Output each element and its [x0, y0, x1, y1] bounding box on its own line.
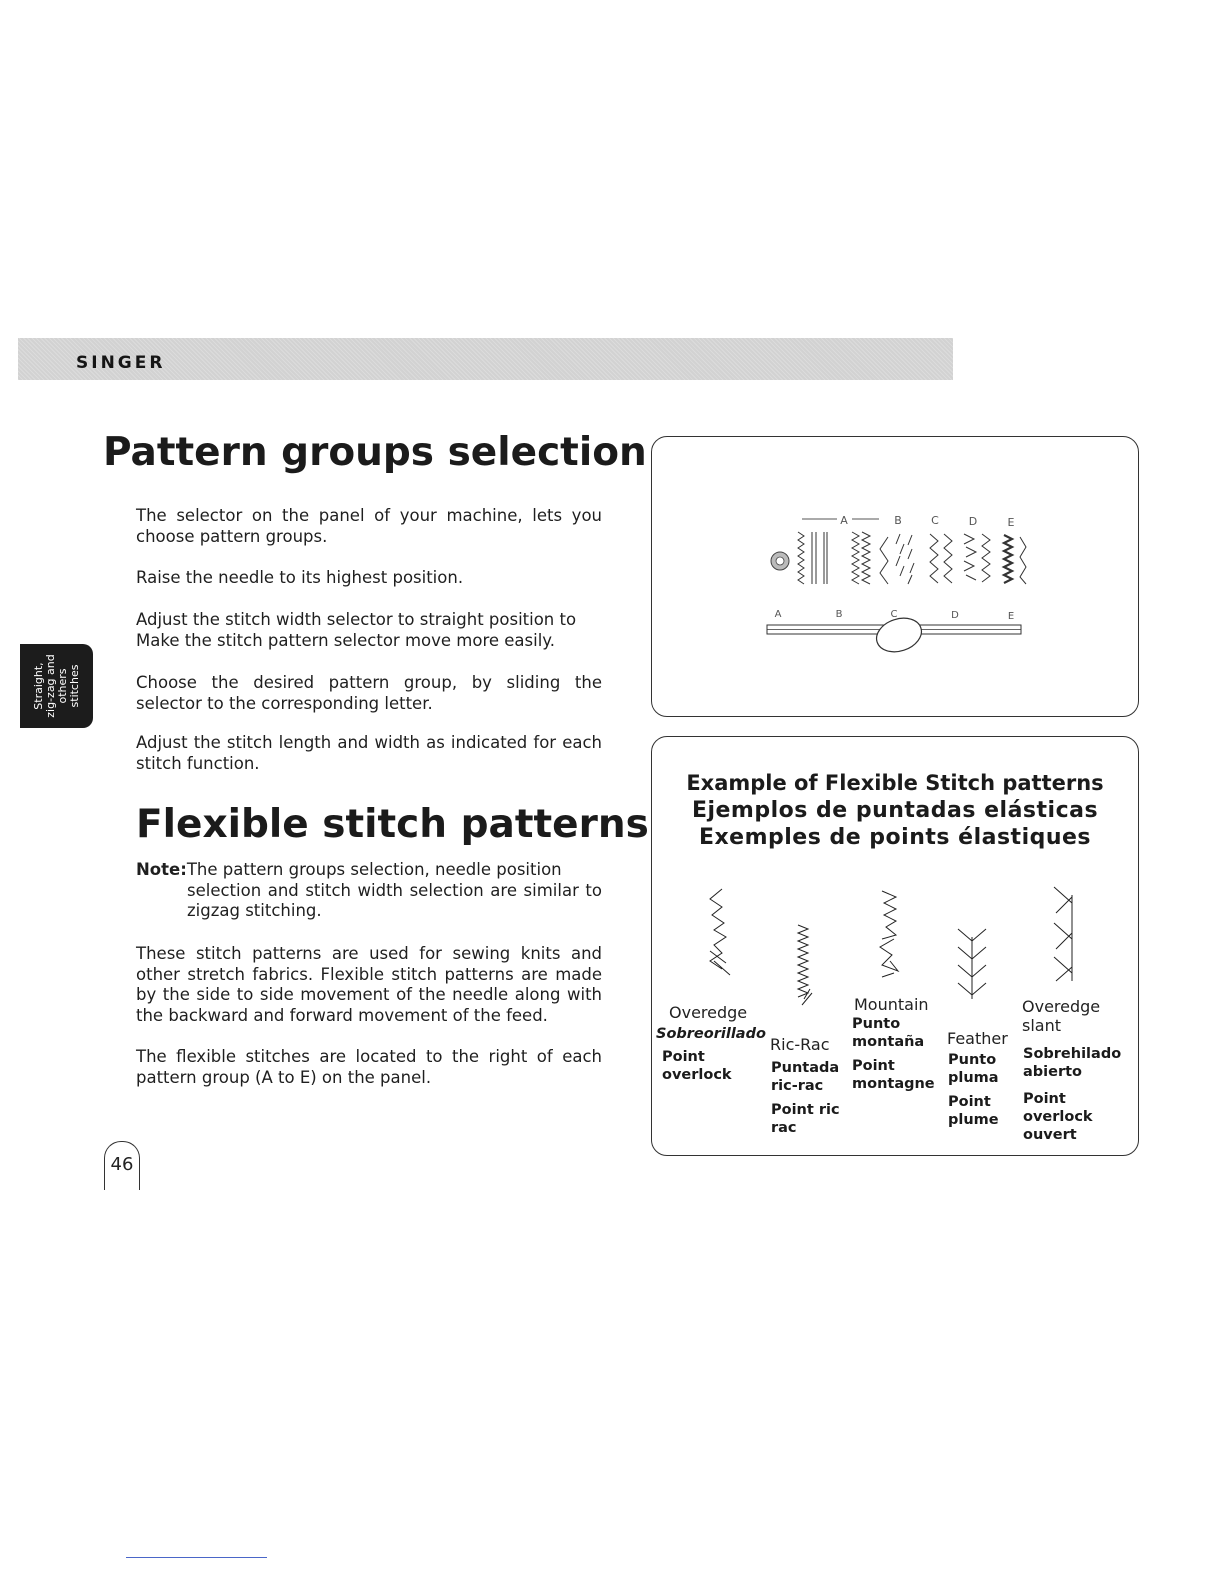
note-first-line: The pattern groups selection, needle position — [186, 860, 562, 879]
overedge-stitch-icon — [710, 889, 730, 975]
stitch-feather-fr: Point plume — [948, 1094, 999, 1128]
side-tab-label: Straight, zig-zag and others stitches — [31, 654, 81, 718]
slider-letter-d: D — [951, 610, 959, 621]
paragraph-raise-needle: Raise the needle to its highest position. — [136, 568, 464, 587]
flexible-stitch-examples — [651, 736, 1139, 1156]
stitch-mountain-es: Punto montaña — [852, 1016, 925, 1050]
footer-rule — [126, 1557, 267, 1558]
stitch-ricrac-es: Puntada ric-rac — [771, 1060, 840, 1094]
stitch-ricrac-en: Ric-Rac — [770, 1035, 830, 1054]
paragraph-stretch-fabrics: These stitch patterns are used for sewing knits and other stretch fabrics. Flexible stitch patterns are made by the side to side movement of the needle along with the backward and forward movement of the feed. — [136, 944, 602, 1025]
stitch-overedge-slant-fr: Point overlock ouvert — [1023, 1091, 1093, 1143]
flex-title-en: Example of Flexible Stitch patterns — [686, 771, 1104, 795]
paragraph-choose-group: Choose the desired pattern group, by sliding the selector to the corresponding letter. — [136, 673, 602, 713]
flex-title-fr: Exemples de points élastiques — [698, 825, 1092, 850]
paragraph-adjust-length: Adjust the stitch length and width as indicated for each stitch function. — [136, 733, 602, 773]
slider-letter-c: C — [890, 609, 898, 620]
ric-rac-stitch-icon — [798, 925, 812, 1005]
stitch-mountain-fr: Point montagne — [852, 1058, 935, 1092]
paragraph-flexible-location: The flexible stitches are located to the right of each pattern group (A to E) on the panel. — [136, 1047, 602, 1087]
paragraph-selector: The selector on the panel of your machine, lets you choose pattern groups. — [136, 506, 602, 546]
page-title: Pattern groups selection — [103, 430, 647, 475]
overedge-slant-stitch-icon — [1054, 887, 1072, 981]
stitch-overedge-en: Overedge — [669, 1003, 748, 1022]
needle-position-knob-icon — [771, 552, 789, 570]
note-rest: selection and stitch width selection are similar to zigzag stitching. — [187, 880, 602, 920]
slider-letter-b: B — [835, 609, 843, 620]
stitch-overedge-slant-es: Sobrehilado abierto — [1023, 1046, 1122, 1080]
mountain-stitch-icon — [880, 891, 898, 977]
stitch-feather-es: Punto pluma — [948, 1052, 999, 1086]
note-label: Note: — [136, 860, 187, 879]
panel-diagram — [651, 436, 1139, 717]
side-tab — [20, 644, 93, 728]
feather-stitch-icon — [958, 929, 986, 999]
stitch-overedge-es: Sobreorillado — [656, 1026, 766, 1042]
pattern-selector-illustration — [652, 437, 1138, 716]
stitch-symbols-icon — [798, 532, 1026, 584]
panel-letter-c: C — [931, 514, 939, 527]
panel-letter-a: A — [840, 514, 848, 527]
stitch-overedge-fr: Point overlock — [662, 1049, 732, 1083]
flex-title-es: Ejemplos de puntadas elásticas — [691, 798, 1099, 823]
paragraph-adjust-width: Adjust the stitch width selector to straight position to Make the stitch pattern selector move more easily. — [136, 610, 577, 650]
stitch-mountain-en: Mountain — [854, 995, 929, 1014]
stitch-ricrac-fr: Point ric rac — [771, 1102, 840, 1136]
section-title-flexible: Flexible stitch patterns — [136, 802, 649, 847]
stitch-overedge-slant-en: Overedge slant — [1022, 997, 1101, 1035]
panel-letter-e: E — [1007, 516, 1015, 529]
panel-letter-b: B — [894, 514, 902, 527]
slider-letter-a: A — [774, 609, 782, 620]
page-number: 46 — [104, 1141, 140, 1190]
pattern-slider-icon — [767, 613, 1021, 658]
note — [136, 860, 602, 922]
panel-letter-d: D — [968, 515, 978, 528]
slider-letter-e: E — [1007, 611, 1015, 622]
stitch-feather-en: Feather — [947, 1029, 1008, 1048]
brand-logo: SINGER — [76, 353, 166, 373]
